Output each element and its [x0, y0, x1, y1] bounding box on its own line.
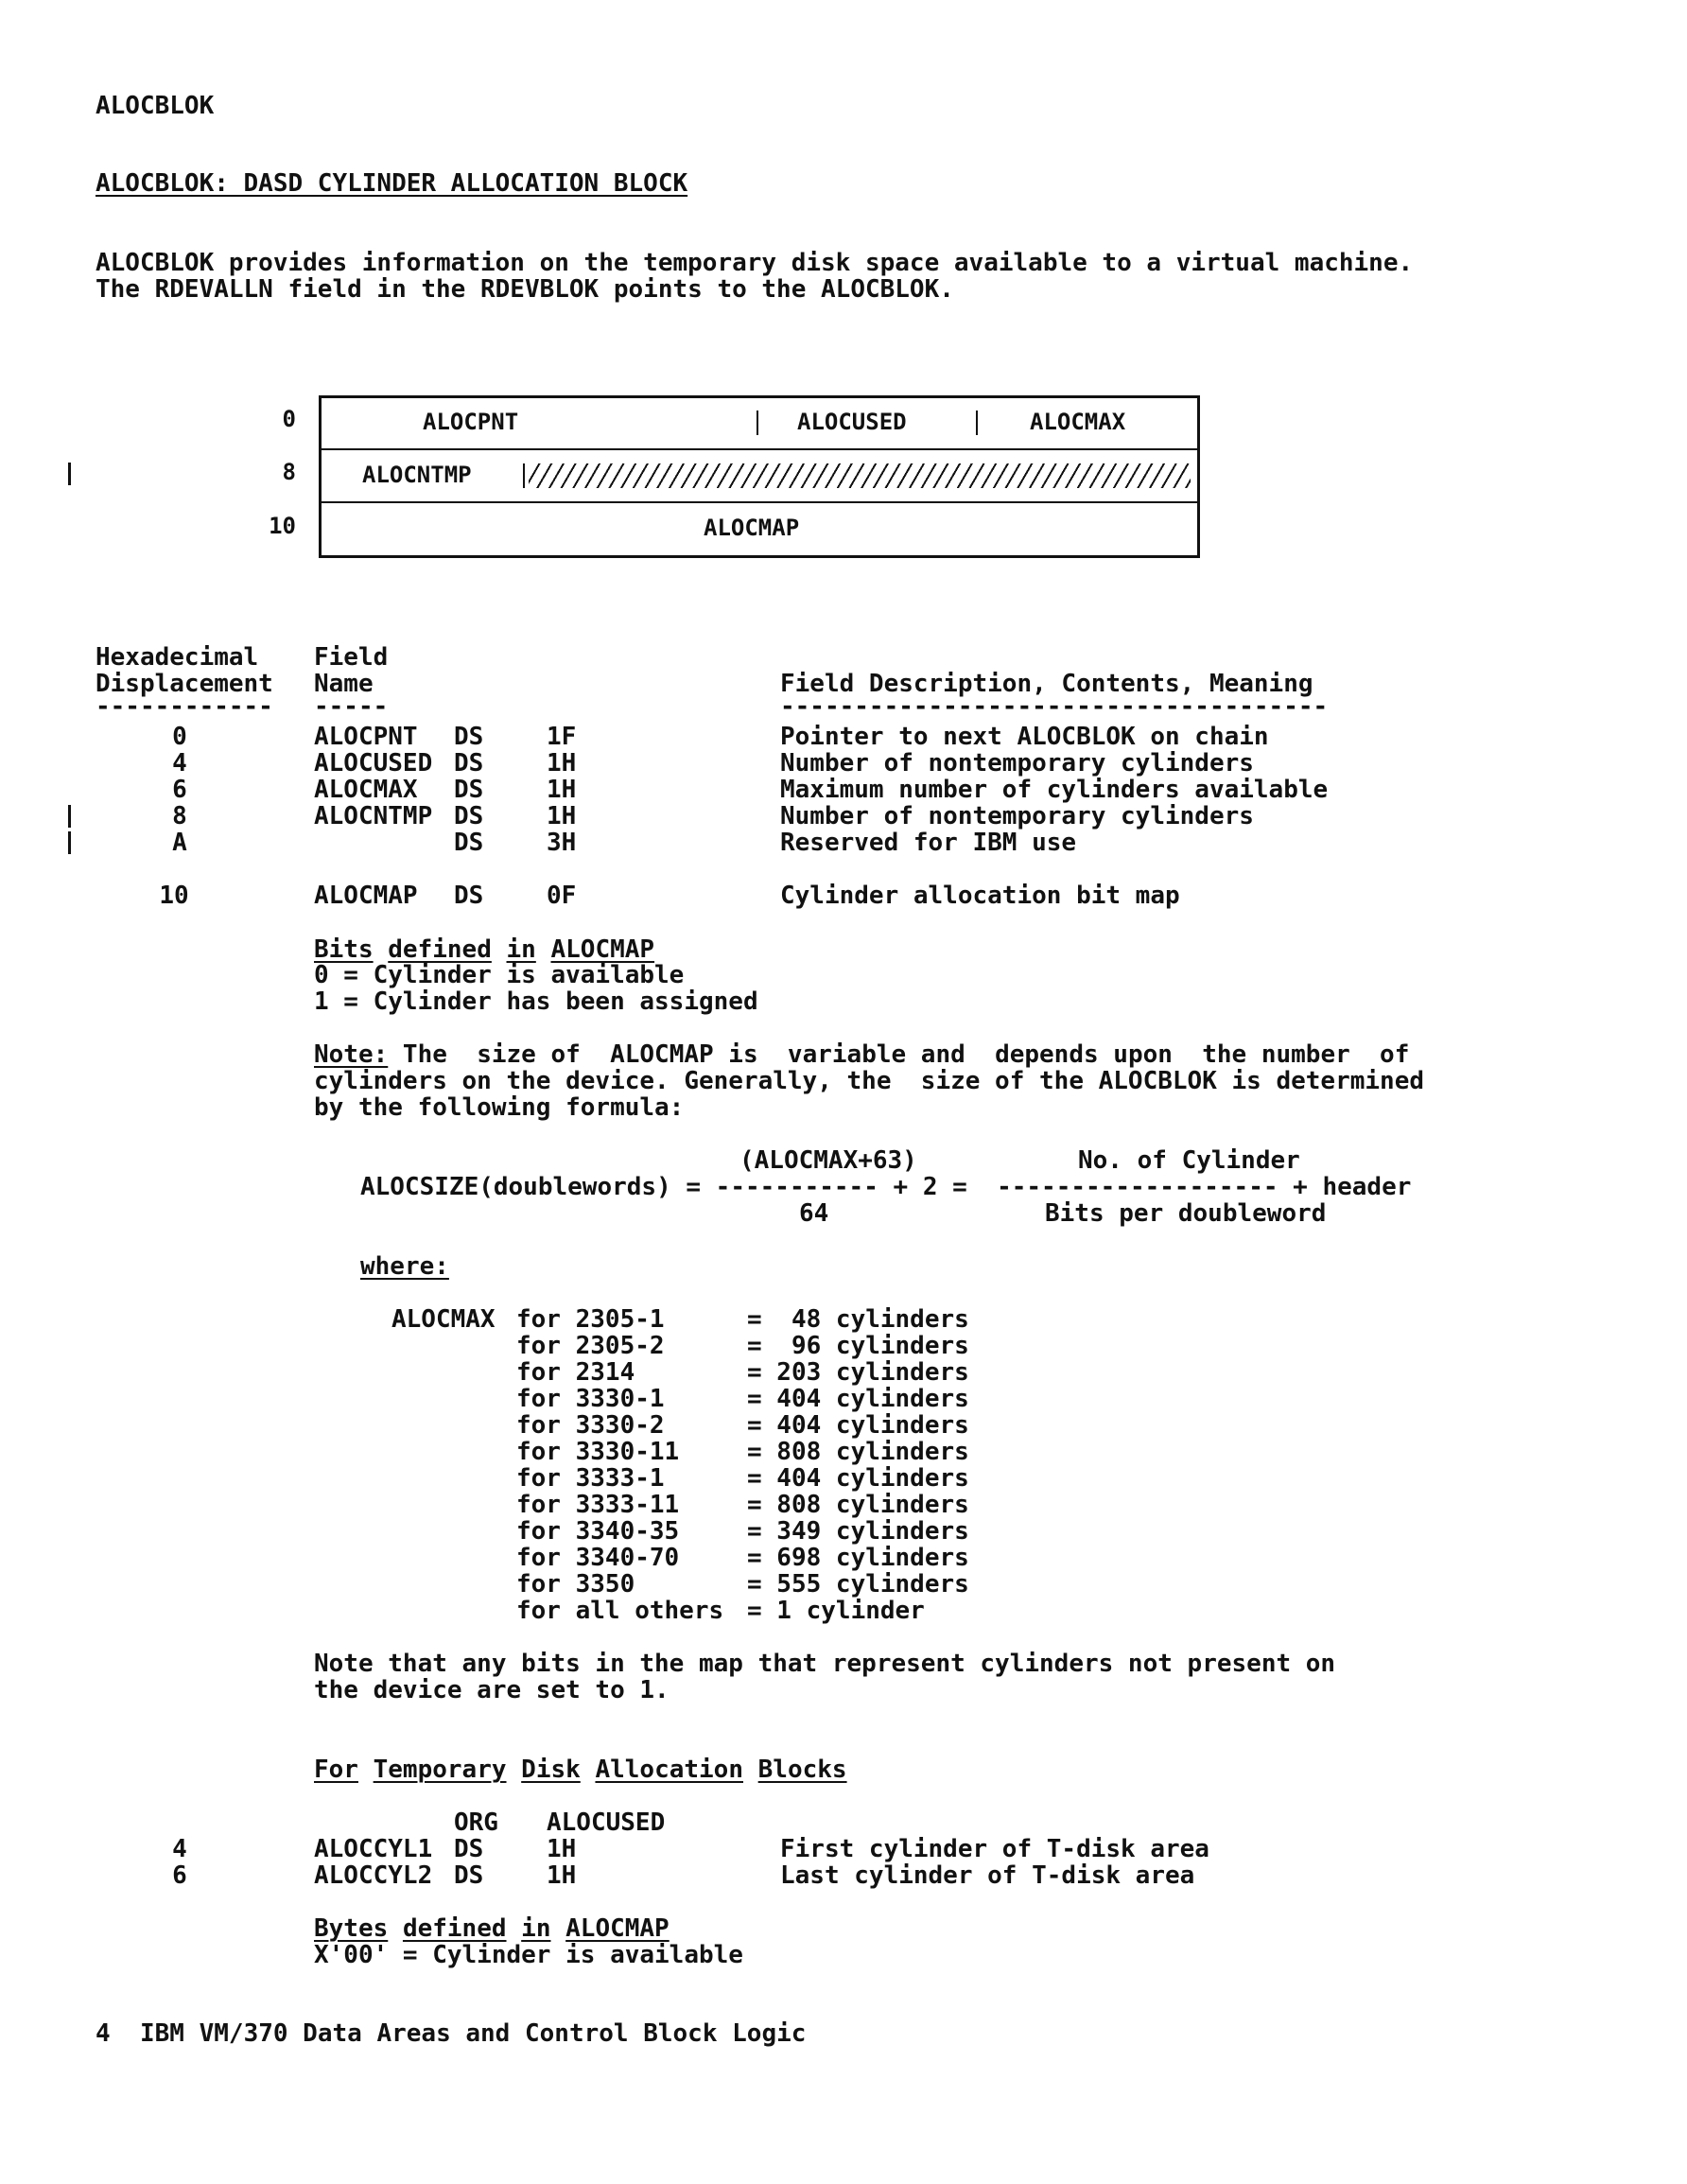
field-op: DS: [454, 882, 484, 910]
field-name: ALOCMAX: [314, 776, 418, 804]
temp-field-desc: Last cylinder of T-disk area: [780, 1861, 1195, 1890]
temp-field-desc: First cylinder of T-disk area: [780, 1835, 1209, 1863]
alocmax-device: for all others: [516, 1597, 739, 1625]
field-disp: A: [172, 829, 187, 857]
where-label: where:: [360, 1252, 449, 1281]
alocmax-device: for 3340-35: [516, 1517, 739, 1546]
alocmax-device: for 2305-2: [516, 1332, 739, 1360]
diagram-cell-divider: [523, 463, 525, 488]
formula-main: ALOCSIZE(doublewords) = ----------- + 2 = ------------------- + header: [360, 1173, 1412, 1201]
field-name: ALOCMAP: [314, 882, 418, 910]
diagram-cell-alocpnt: ALOCPNT: [423, 409, 519, 435]
formula-numerator-2: No. of Cylinder: [1078, 1146, 1300, 1175]
field-desc: Pointer to next ALOCBLOK on chain: [780, 723, 1269, 751]
alocmax-prefix: ALOCMAX: [391, 1305, 496, 1334]
alocmax-value: = 555 cylinders: [747, 1570, 969, 1599]
note-line-2: cylinders on the device. Generally, the size of the ALOCBLOK is determined: [314, 1067, 1424, 1095]
diagram-cell-divider: [976, 411, 978, 435]
alocmax-device: for 3350: [516, 1570, 739, 1599]
field-disp: 8: [172, 802, 187, 830]
section-heading-text: ALOCBLOK: DASD CYLINDER ALLOCATION BLOCK: [96, 169, 688, 198]
alocmax-value: = 808 cylinders: [747, 1438, 969, 1466]
formula-denominator-1: 64: [799, 1199, 829, 1228]
alocmax-value: = 698 cylinders: [747, 1544, 969, 1572]
alocmax-value: = 349 cylinders: [747, 1517, 969, 1546]
diagram-offset-8: 8: [282, 459, 296, 485]
field-op: DS: [454, 749, 484, 778]
diagram-cell-alocmap: ALOCMAP: [704, 515, 800, 541]
alocmax-value: = 1 cylinder: [747, 1597, 925, 1625]
alocmax-device: for 3333-1: [516, 1464, 739, 1493]
temp-field-disp: 6: [172, 1861, 187, 1890]
org-value: ALOCUSED: [547, 1808, 666, 1837]
note-line-1: Note: The size of ALOCMAP is variable and depends upon the number of: [314, 1040, 1410, 1069]
note2-line-1: Note that any bits in the map that represent cylinders not present on: [314, 1650, 1336, 1678]
col-header-field-1: Field: [314, 643, 389, 672]
header-rule: -------------------------------------: [780, 692, 1329, 721]
header-rule: ------------: [96, 692, 273, 721]
alocblok-layout-diagram: [319, 395, 1200, 558]
alocmax-value: = 48 cylinders: [747, 1305, 969, 1334]
formula-denominator-2: Bits per doubleword: [1045, 1199, 1327, 1228]
diagram-offset-10: 10: [269, 513, 296, 539]
field-len: 1F: [547, 723, 577, 751]
field-op: DS: [454, 802, 484, 830]
alocmax-value: = 404 cylinders: [747, 1464, 969, 1493]
temp-field-disp: 4: [172, 1835, 187, 1863]
intro-line-2: The RDEVALLN field in the RDEVBLOK points to the ALOCBLOK.: [96, 275, 954, 304]
field-len: 1H: [547, 802, 577, 830]
col-header-field-2: Name: [314, 670, 374, 698]
field-name: ALOCNTMP: [314, 802, 433, 830]
alocmax-value: = 808 cylinders: [747, 1491, 969, 1519]
running-title: ALOCBLOK: [96, 92, 215, 120]
alocmax-value: = 96 cylinders: [747, 1332, 969, 1360]
col-header-description: Field Description, Contents, Meaning: [780, 670, 1313, 698]
alocmax-device: for 3330-1: [516, 1385, 739, 1413]
field-disp: 4: [172, 749, 187, 778]
alocmax-device: for 3330-2: [516, 1411, 739, 1440]
col-header-displacement-2: Displacement: [96, 670, 273, 698]
change-bar: [68, 805, 71, 828]
diagram-row-divider: [319, 501, 1200, 503]
alocmax-value: = 404 cylinders: [747, 1411, 969, 1440]
diagram-offset-0: 0: [282, 406, 296, 432]
col-header-displacement-1: Hexadecimal: [96, 643, 259, 672]
field-name: ALOCPNT: [314, 723, 418, 751]
field-desc: Number of nontemporary cylinders: [780, 802, 1254, 830]
temp-field-name: ALOCCYL1: [314, 1835, 433, 1863]
field-op: DS: [454, 723, 484, 751]
temp-heading: For Temporary Disk Allocation Blocks: [314, 1756, 847, 1784]
section-heading: [96, 170, 687, 197]
field-len: 3H: [547, 829, 577, 857]
org-label: ORG: [454, 1808, 498, 1837]
field-len: 1H: [547, 749, 577, 778]
field-disp: 0: [172, 723, 187, 751]
field-len: 1H: [547, 776, 577, 804]
alocmax-device: for 3340-70: [516, 1544, 739, 1572]
bytes-heading: Bytes defined in ALOCMAP: [314, 1914, 670, 1943]
temp-field-op: DS: [454, 1835, 484, 1863]
note-line-3: by the following formula:: [314, 1093, 685, 1122]
field-disp: 6: [172, 776, 187, 804]
temp-field-len: 1H: [547, 1861, 577, 1890]
field-op: DS: [454, 776, 484, 804]
diagram-cell-alocntmp: ALOCNTMP: [362, 462, 472, 488]
note2-line-2: the device are set to 1.: [314, 1676, 670, 1704]
bits-line: 0 = Cylinder is available: [314, 961, 685, 989]
diagram-cell-divider: [757, 411, 758, 435]
bits-heading: Bits defined in ALOCMAP: [314, 935, 655, 964]
bits-line: 1 = Cylinder has been assigned: [314, 987, 758, 1016]
temp-field-name: ALOCCYL2: [314, 1861, 433, 1890]
intro-line-1: ALOCBLOK provides information on the temporary disk space available to a virtual machine.: [96, 249, 1414, 277]
field-op: DS: [454, 829, 484, 857]
page-number: 4: [96, 2019, 111, 2048]
field-desc: Cylinder allocation bit map: [780, 882, 1180, 910]
change-bar: [68, 831, 71, 854]
change-bar: [68, 463, 71, 485]
bytes-line: X'00' = Cylinder is available: [314, 1941, 743, 1969]
temp-field-op: DS: [454, 1861, 484, 1890]
alocmax-device: for 2305-1: [516, 1305, 739, 1334]
alocmax-device: for 2314: [516, 1358, 739, 1387]
temp-field-len: 1H: [547, 1835, 577, 1863]
diagram-cell-alocused: ALOCUSED: [797, 409, 907, 435]
alocmax-device: for 3330-11: [516, 1438, 739, 1466]
field-desc: Maximum number of cylinders available: [780, 776, 1329, 804]
field-disp: 10: [159, 882, 189, 910]
alocmax-device: for 3333-11: [516, 1491, 739, 1519]
book-title: IBM VM/370 Data Areas and Control Block Logic: [140, 2019, 807, 2048]
field-len: 0F: [547, 882, 577, 910]
field-desc: Number of nontemporary cylinders: [780, 749, 1254, 778]
field-desc: Reserved for IBM use: [780, 829, 1077, 857]
formula-numerator-1: (ALOCMAX+63): [739, 1146, 917, 1175]
header-rule: -----: [314, 692, 389, 721]
diagram-row-divider: [319, 448, 1200, 450]
field-name: ALOCUSED: [314, 749, 433, 778]
diagram-cell-alocmax: ALOCMAX: [1030, 409, 1126, 435]
diagram-reserved-hatch: [529, 463, 1191, 488]
alocmax-value: = 404 cylinders: [747, 1385, 969, 1413]
alocmax-value: = 203 cylinders: [747, 1358, 969, 1387]
